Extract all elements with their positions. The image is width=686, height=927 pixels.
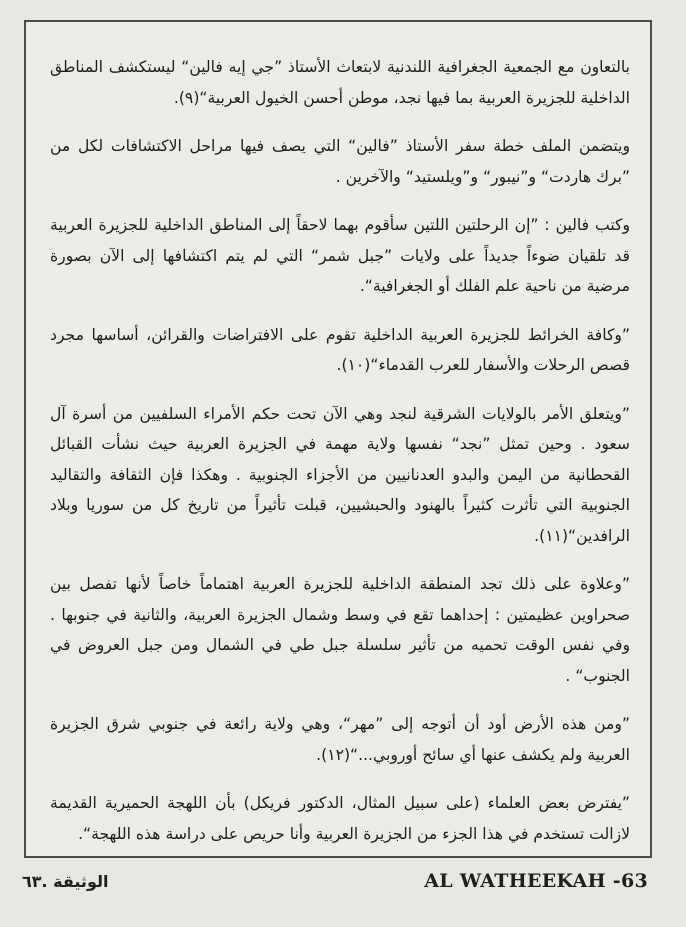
footer-english-title: AL WATHEEKAH -63: [424, 870, 648, 892]
paragraph-2: ويتضمن الملف خطة سفر الأستاذ ”فالين“ التي يصف فيها مراحل الاكتشافات لكل من ”برك هاردت“ و”نيبور“ و”ويلستيد“ والآخرين .: [50, 137, 630, 186]
paragraph-8: ”يفترض بعض العلماء (على سبيل المثال، الدكتور فريكل) بأن اللهجة الحميرية القديمة لازالت تستخدم في هذا الجزء من الجزيرة العربية وأنا حريص على دراسة هذه اللهجة“.: [50, 794, 630, 843]
footer-arabic-title: الوثيقة .٦٣: [22, 872, 109, 891]
paragraph-7: ”ومن هذه الأرض أود أن أتوجه إلى ”مهر“، وهي ولاية رائعة في جنوبي شرق الجزيرة العربية ولم يكشف عنها أي سائح أوروبي...“(١٢).: [50, 715, 630, 764]
paragraph-3: وكتب فالين : ”إن الرحلتين اللتين سأقوم بهما لاحقاً إلى المناطق الداخلية للجزيرة العربية قد تلقيان ضوءاً جديداً على ولايات ”جبل شمر“ التي لم يتم اكتشافها إلى الآن بصورة مرضية من ناحية علم الفلك أو الجغرافية“.: [50, 216, 630, 295]
page-border-frame: [24, 20, 652, 858]
paragraph-4: ”وكافة الخرائط للجزيرة العربية الداخلية تقوم على الافتراضات والقرائن، أساسها مجرد قصص الرحلات والأسفار للعرب القدماء“(١٠).: [50, 325, 630, 374]
paragraph-1: بالتعاون مع الجمعية الجغرافية اللندنية لابتعاث الأستاذ ”جي إيه فالين“ ليستكشف المناطق الداخلية للجزيرة العربية بما فيها نجد، موطن أحسن الخيول العربية“(٩).: [50, 58, 630, 107]
paragraph-6: ”وعلاوة على ذلك تجد المنطقة الداخلية للجزيرة العربية اهتماماً خاصاً لأنها تفصل بين صحراوين عظيمتين : إحداهما تقع في وسط وشمال الجزيرة العربية، والثانية في جنوبها . وفي نفس الوقت تحميه من تأثير سلسلة جبل طي في الشمال ومن جبل العروض في الجنوب“ .: [50, 575, 630, 685]
page-footer: [0, 868, 686, 908]
paragraph-5: ”ويتعلق الأمر بالولايات الشرقية لنجد وهي الآن تحت حكم الأمراء السلفيين من أسرة آل سعود . وحين تمثل ”نجد“ نفسها ولاية مهمة في الجزيرة العربية حيث نشأت القبائل القحطانية من اليمن والبدو العدنانيين من الأجزاء الجنوبية . وهكذا فإن الثقافة والتقاليد الجنوبية التي تأثرت كثيراً بالهنود والحبشيين، قبلت تأثيراً من تاريخ كل من سوريا وبلاد الرافدين“(١١).: [50, 404, 630, 545]
body-text: [50, 52, 630, 867]
